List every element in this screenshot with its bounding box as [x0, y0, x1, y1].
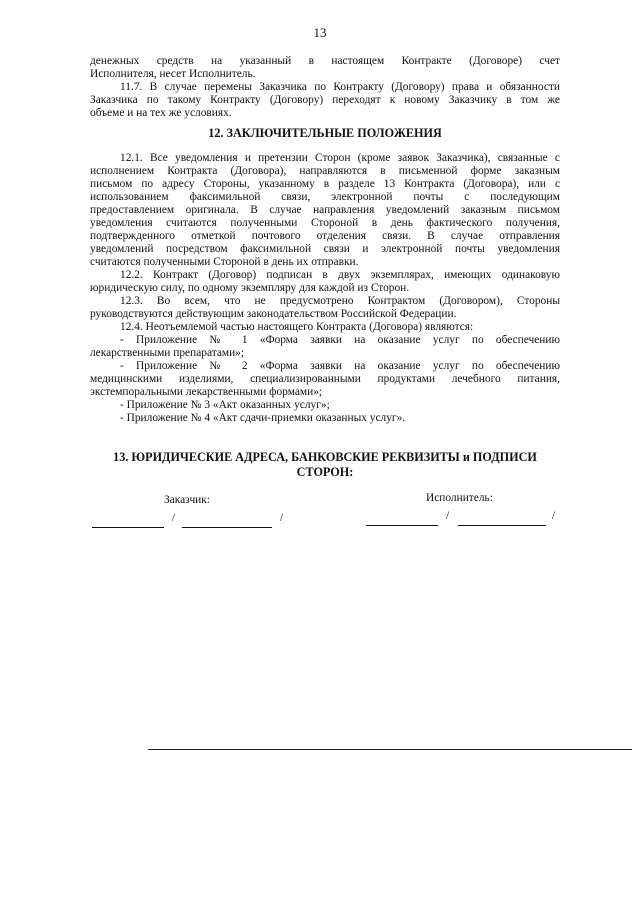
paragraph-12-2: [90, 269, 560, 295]
text-line: предоставлением оригинала. В случае направления уведомлений заказным письмом: [90, 204, 560, 216]
text-line: руководствуются действующим законодательством Российской Федерации.: [90, 308, 457, 320]
text-line: - Приложение № 3 «Акт оказанных услуг»;: [120, 399, 330, 411]
section-12-heading: 12. ЗАКЛЮЧИТЕЛЬНЫЕ ПОЛОЖЕНИЯ: [208, 126, 442, 140]
page-number: 13: [313, 25, 327, 40]
appendix-1: [90, 334, 560, 360]
text-line: - Приложение № 2 «Форма заявки на оказание услуг по обеспечению: [120, 360, 560, 372]
text-line: Заказчика по такому Контракту (Договору) переходят к новому Заказчику в том же: [90, 94, 560, 106]
text-line: использованием факсимильной связи, электронной почты с последующим: [90, 191, 560, 203]
text-line: уведомления считаются полученными Стороной в день фактического получения,: [90, 217, 560, 229]
customer-label: Заказчик:: [164, 494, 210, 506]
heading-line: 13. ЮРИДИЧЕСКИЕ АДРЕСА, БАНКОВСКИЕ РЕКВИЗИТЫ и ПОДПИСИ: [113, 450, 537, 464]
appendix-4: [90, 412, 560, 425]
text-line: считаются полученными Стороной в день их отправки.: [90, 256, 359, 268]
text-line: экстемпоральными лекарственными формами»;: [90, 386, 323, 398]
appendix-2: [90, 360, 560, 399]
text-line: - Приложение № 4 «Акт сдачи-приемки оказанных услуг».: [120, 412, 406, 424]
heading-line: СТОРОН:: [296, 465, 354, 479]
customer-signature-line: [92, 527, 164, 528]
signature-slash: /: [552, 510, 556, 522]
paragraph-continuation: [90, 55, 560, 81]
text-line: медицинскими изделиями, специализированными продуктами лечебного питания,: [90, 373, 560, 385]
text-line: - Приложение № 1 «Форма заявки на оказание услуг по обеспечению: [120, 334, 560, 346]
contractor-label: Исполнитель:: [426, 492, 493, 504]
signature-slash: /: [172, 512, 176, 524]
appendix-3: [90, 399, 560, 412]
signature-slash: /: [446, 510, 450, 522]
text-line: Исполнителя, несет Исполнитель.: [90, 68, 256, 80]
signature-slash: /: [280, 512, 284, 524]
section-13-heading: [90, 450, 560, 480]
contractor-name-line: [458, 525, 546, 526]
text-line: исполнением Контракта (Договора), направляются в письменной форме заказным: [90, 165, 560, 177]
text-line: письмом по адресу Стороны, указанному в разделе 13 Контракта (Договора), или с: [90, 178, 560, 190]
paragraph-12-3: [90, 295, 560, 321]
text-line: юридическую силу, по одному экземпляру для каждой из Сторон.: [90, 282, 410, 294]
text-line: объеме и на тех же условиях.: [90, 107, 232, 119]
text-line: 12.1. Все уведомления и претензии Сторон (кроме заявок Заказчика), связанные с: [120, 152, 560, 164]
text-line: 11.7. В случае перемены Заказчика по Контракту (Договору) права и обязанности: [120, 81, 560, 93]
text-line: уведомлений посредством факсимильной связи и электронной почты уведомления: [90, 243, 560, 255]
text-line: 12.3. Во всем, что не предусмотрено Контрактом (Договором), Стороны: [120, 295, 560, 307]
text-line: подтвержденного отметкой почтового отделения связи. В случае отправления: [90, 230, 560, 242]
contractor-signature-line: [366, 525, 438, 526]
text-line: 12.4. Неотъемлемой частью настоящего Контракта (Договора) являются:: [120, 321, 474, 333]
text-line: денежных средств на указанный в настоящем Контракте (Договоре) счет: [90, 55, 560, 67]
paragraph-12-1: [90, 152, 560, 269]
paragraph-12-4: [90, 321, 560, 334]
text-line: 12.2. Контракт (Договор) подписан в двух экземплярах, имеющих одинаковую: [120, 269, 560, 281]
footer-divider: [148, 749, 632, 750]
customer-name-line: [182, 527, 272, 528]
text-line: лекарственными препаратами»;: [90, 347, 245, 359]
paragraph-11-7: [90, 81, 560, 120]
